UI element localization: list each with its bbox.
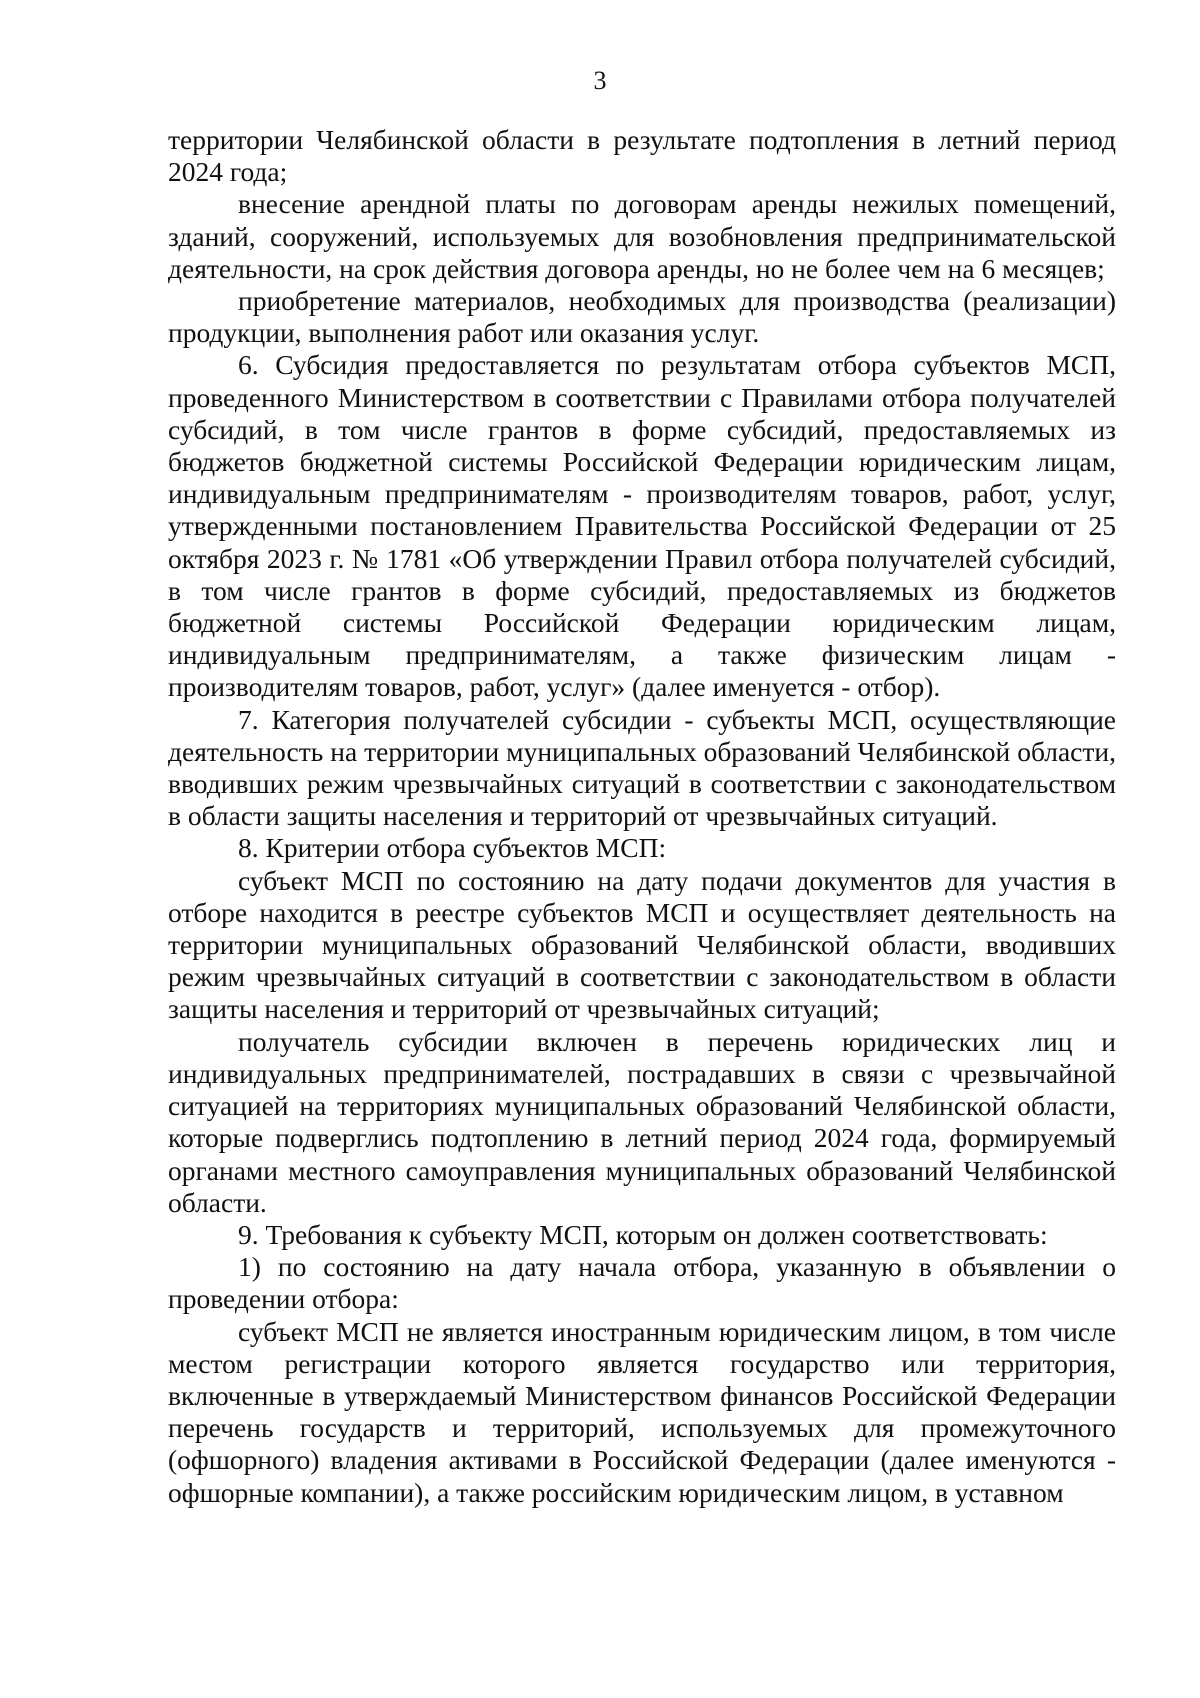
- paragraph-4: 6. Субсидия предоставляется по результатам отбора субъектов МСП, проведенного Министерством в соответствии с Правилами отбора получателей субсидий, в том числе грантов в форме субсидий, предоставляемых из бюджетов бюджетной системы Российской Федерации юридическим лицам, индивидуальным предпринимателям - производителям товаров, работ, услуг, утвержденными постановлением Правительства Российской Федерации от 25 октября 2023 г. № 1781 «Об утверждении Правил отбора получателей субсидий, в том числе грантов в форме субсидий, предоставляемых из бюджетов бюджетной системы Российской Федерации юридическим лицам, индивидуальным предпринимателям, а также физическим лицам - производителям товаров, работ, услуг» (далее именуется - отбор).: [168, 349, 1116, 703]
- paragraph-11: субъект МСП не является иностранным юридическим лицом, в том числе местом регистрации которого является государство или территория, включенные в утверждаемый Министерством финансов Российской Федерации перечень государств и территорий, используемых для промежуточного (офшорного) владения активами в Российской Федерации (далее именуются - офшорные компании), а также российским юридическим лицом, в уставном: [168, 1315, 1116, 1508]
- paragraph-8: получатель субсидии включен в перечень юридических лиц и индивидуальных предпринимателей, пострадавших в связи с чрезвычайной ситуацией на территориях муниципальных образований Челябинской области, которые подверглись подтоплению в летний период 2024 года, формируемый органами местного самоуправления муниципальных образований Челябинской области.: [168, 1025, 1116, 1218]
- paragraph-10: 1) по состоянию на дату начала отбора, указанную в объявлении о проведении отбора:: [168, 1251, 1116, 1315]
- paragraph-9: 9. Требования к субъекту МСП, которым он должен соответствовать:: [238, 1218, 1048, 1250]
- paragraph-2: внесение арендной платы по договорам аренды нежилых помещений, зданий, сооружений, используемых для возобновления предпринимательской деятельности, на срок действия договора аренды, но не более чем на 6 месяцев;: [168, 188, 1116, 284]
- paragraph-5: 7. Категория получателей субсидии - субъекты МСП, осуществляющие деятельность на территории муниципальных образований Челябинской области, вводивших режим чрезвычайных ситуаций в соответствии с законодательством в области защиты населения и территорий от чрезвычайных ситуаций.: [168, 703, 1116, 832]
- document-body: [168, 124, 1116, 1509]
- page-number: 3: [593, 66, 607, 95]
- paragraph-7: субъект МСП по состоянию на дату подачи документов для участия в отборе находится в реестре субъектов МСП и осуществляет деятельность на территории муниципальных образований Челябинской области, вводивших режим чрезвычайных ситуаций в соответствии с законодательством в области защиты населения и территорий от чрезвычайных ситуаций;: [168, 864, 1116, 1025]
- paragraph-1: территории Челябинской области в результате подтопления в летний период 2024 года;: [168, 124, 1116, 188]
- paragraph-3: приобретение материалов, необходимых для производства (реализации) продукции, выполнения работ или оказания услуг.: [168, 285, 1116, 349]
- paragraph-6: 8. Критерии отбора субъектов МСП:: [238, 832, 667, 864]
